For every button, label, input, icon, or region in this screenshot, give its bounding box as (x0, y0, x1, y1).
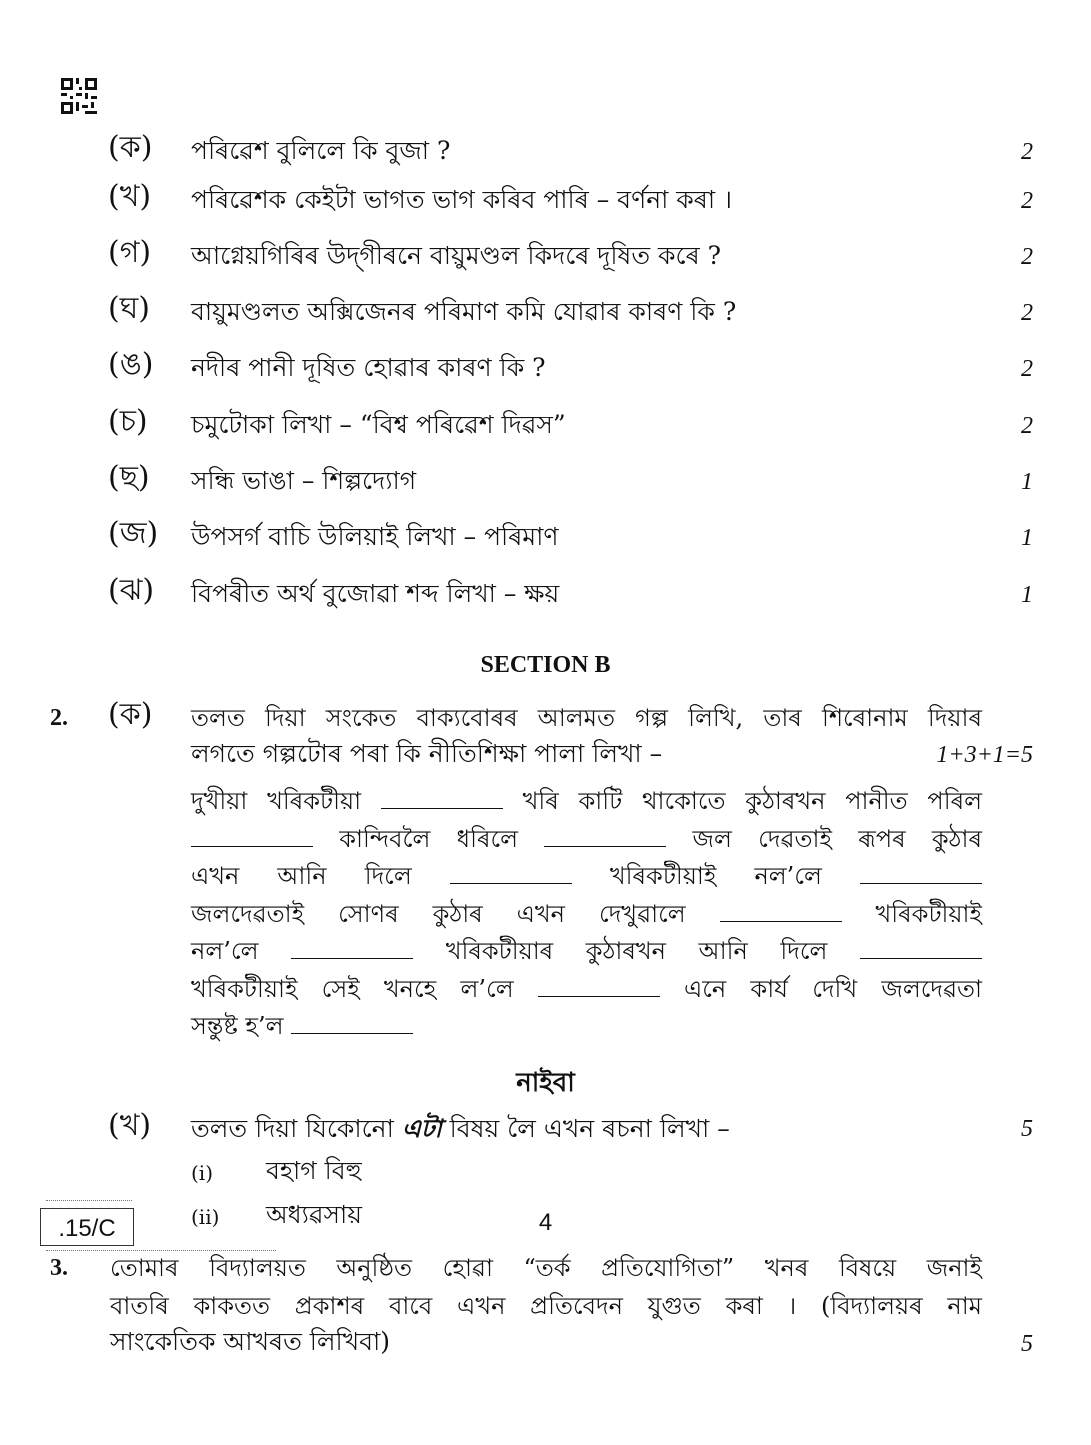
question-marks: 2 (1021, 188, 1033, 214)
question-label: (ঝ) (108, 573, 155, 608)
question-number: 2. (50, 705, 68, 731)
question-text: লগতে গল্পটোৰ পৰা কি নীতিশিক্ষা পালা লিখা – (191, 739, 663, 768)
question-label: (ছ) (108, 460, 150, 495)
story-line (191, 858, 982, 894)
question-marks: 1 (1021, 525, 1033, 551)
divider (46, 1200, 132, 1204)
question-marks: 2 (1021, 300, 1033, 326)
story-text: খৰিকটীয়াই সেই খনহে ল’লে (191, 975, 538, 1003)
question-text: বায়ুমণ্ডলত অক্সিজেনৰ পৰিমাণ কমি যোৱাৰ কাৰণ কি ? (191, 297, 737, 326)
story-line (191, 933, 982, 969)
question-text: চমুটোকা লিখা – “বিশ্ব পৰিৱেশ দিৱস” (191, 410, 566, 439)
question-label: (গ) (108, 235, 152, 270)
story-text: খৰিকটীয়াই (841, 900, 982, 928)
question-text: পৰিৱেশ বুলিলে কি বুজা ? (191, 136, 451, 165)
question-marks: 5 (1021, 1331, 1033, 1357)
story-text: খৰি কাটি থাকোতে কুঠাৰখন পানীত পৰিল (502, 787, 982, 815)
page-number: 4 (538, 1209, 553, 1236)
paper-code: .15/C (40, 1208, 134, 1246)
option-text: অধ্যৱসায় (266, 1200, 363, 1229)
question-marks: 2 (1021, 244, 1033, 270)
answer-blank (544, 822, 666, 847)
question-marks: 2 (1021, 413, 1033, 439)
story-text: খৰিকটীয়াই নল’লে (571, 862, 860, 890)
question-marks: 2 (1021, 139, 1033, 165)
question-text: উপসৰ্গ বাচি উলিয়াই লিখা – পৰিমাণ (191, 522, 559, 551)
question-text: তলত দিয়া সংকেত বাক্যবোৰৰ আলমত গল্প লিখি, তাৰ শিৰোনাম দিয়াৰ (191, 704, 982, 732)
story-text: জলদেৱতাই সোণৰ কুঠাৰ এখন দেখুৱালে (191, 900, 720, 928)
story-text: দুখীয়া খৰিকটীয়া (191, 787, 381, 815)
question-number: 3. (50, 1255, 68, 1281)
story-text: সন্তুষ্ট হ’ল (191, 1012, 292, 1040)
story-line (191, 1008, 982, 1044)
question-text: বিপৰীত অৰ্থ বুজোৱা শব্দ লিখা – ক্ষয় (191, 579, 560, 608)
story-text: এনে কাৰ্য দেখি জলদেৱতা (659, 975, 982, 1003)
question-text: তোমাৰ বিদ্যালয়ত অনুষ্ঠিত হোৱা “তৰ্ক প্ৰতিযোগিতা” খনৰ বিষয়ে জনাই (110, 1254, 982, 1282)
answer-blank (860, 859, 982, 884)
question-label: (ক) (108, 697, 153, 732)
answer-blank (291, 1009, 413, 1034)
question-label: (ঙ) (108, 347, 154, 382)
story-line (191, 783, 982, 819)
question-text: সাংকেতিক আখৰত লিখিবা) (110, 1327, 391, 1356)
divider (46, 1250, 276, 1254)
question-marks: 5 (1021, 1116, 1033, 1142)
answer-blank (720, 897, 842, 922)
question-label: (খ) (108, 179, 152, 214)
answer-blank (191, 822, 313, 847)
question-text: তলত দিয়া যিকোনো এটা বিষয় লৈ এখন ৰচনা লিখা – (191, 1114, 730, 1143)
option-text: বহাগ বিহু (266, 1156, 362, 1185)
question-label: (চ) (108, 404, 148, 439)
story-line (191, 896, 982, 932)
question-label: (ক) (108, 130, 153, 165)
qr-code-icon (61, 78, 97, 114)
question-text: নদীৰ পানী দূষিত হোৱাৰ কাৰণ কি ? (191, 353, 546, 382)
story-line (191, 821, 982, 857)
or-separator: নাইবা (516, 1068, 575, 1098)
question-marks: 1+3+1=5 (936, 742, 1033, 768)
story-text: কান্দিবলৈ ধৰিলে (313, 825, 545, 853)
question-marks: 2 (1021, 356, 1033, 382)
question-marks: 1 (1021, 469, 1033, 495)
story-line (191, 971, 982, 1007)
answer-blank (860, 934, 982, 959)
answer-blank (450, 859, 572, 884)
story-text: জল দেৱতাই ৰূপৰ কুঠাৰ (666, 825, 982, 853)
section-heading: SECTION B (480, 652, 611, 678)
question-label: (খ) (108, 1108, 152, 1143)
story-text: খৰিকটীয়াৰ কুঠাৰখন আনি দিলে (413, 937, 860, 965)
answer-blank (538, 972, 660, 997)
story-text: নল’লে (191, 937, 292, 965)
answer-blank (291, 934, 413, 959)
question-label: (ঘ) (108, 291, 150, 326)
story-text: এখন আনি দিলে (191, 862, 450, 890)
question-label: (জ) (108, 516, 159, 551)
question-marks: 1 (1021, 582, 1033, 608)
option-number: (i) (191, 1161, 214, 1185)
question-text: সন্ধি ভাঙা – শিল্পদ্যোগ (191, 466, 417, 495)
question-text: পৰিৱেশক কেইটা ভাগত ভাগ কৰিব পাৰি – বৰ্ণনা কৰা । (191, 185, 733, 214)
question-text: আগ্নেয়গিৰিৰ উদ্‌গীৰনে বায়ুমণ্ডল কিদৰে দূষিত কৰে ? (191, 241, 722, 270)
answer-blank (381, 784, 503, 809)
option-number: (ii) (191, 1205, 220, 1229)
question-text: বাতৰি কাকতত প্ৰকাশৰ বাবে এখন প্ৰতিবেদন যুগুত কৰা । (বিদ্যালয়ৰ নাম (110, 1292, 982, 1320)
